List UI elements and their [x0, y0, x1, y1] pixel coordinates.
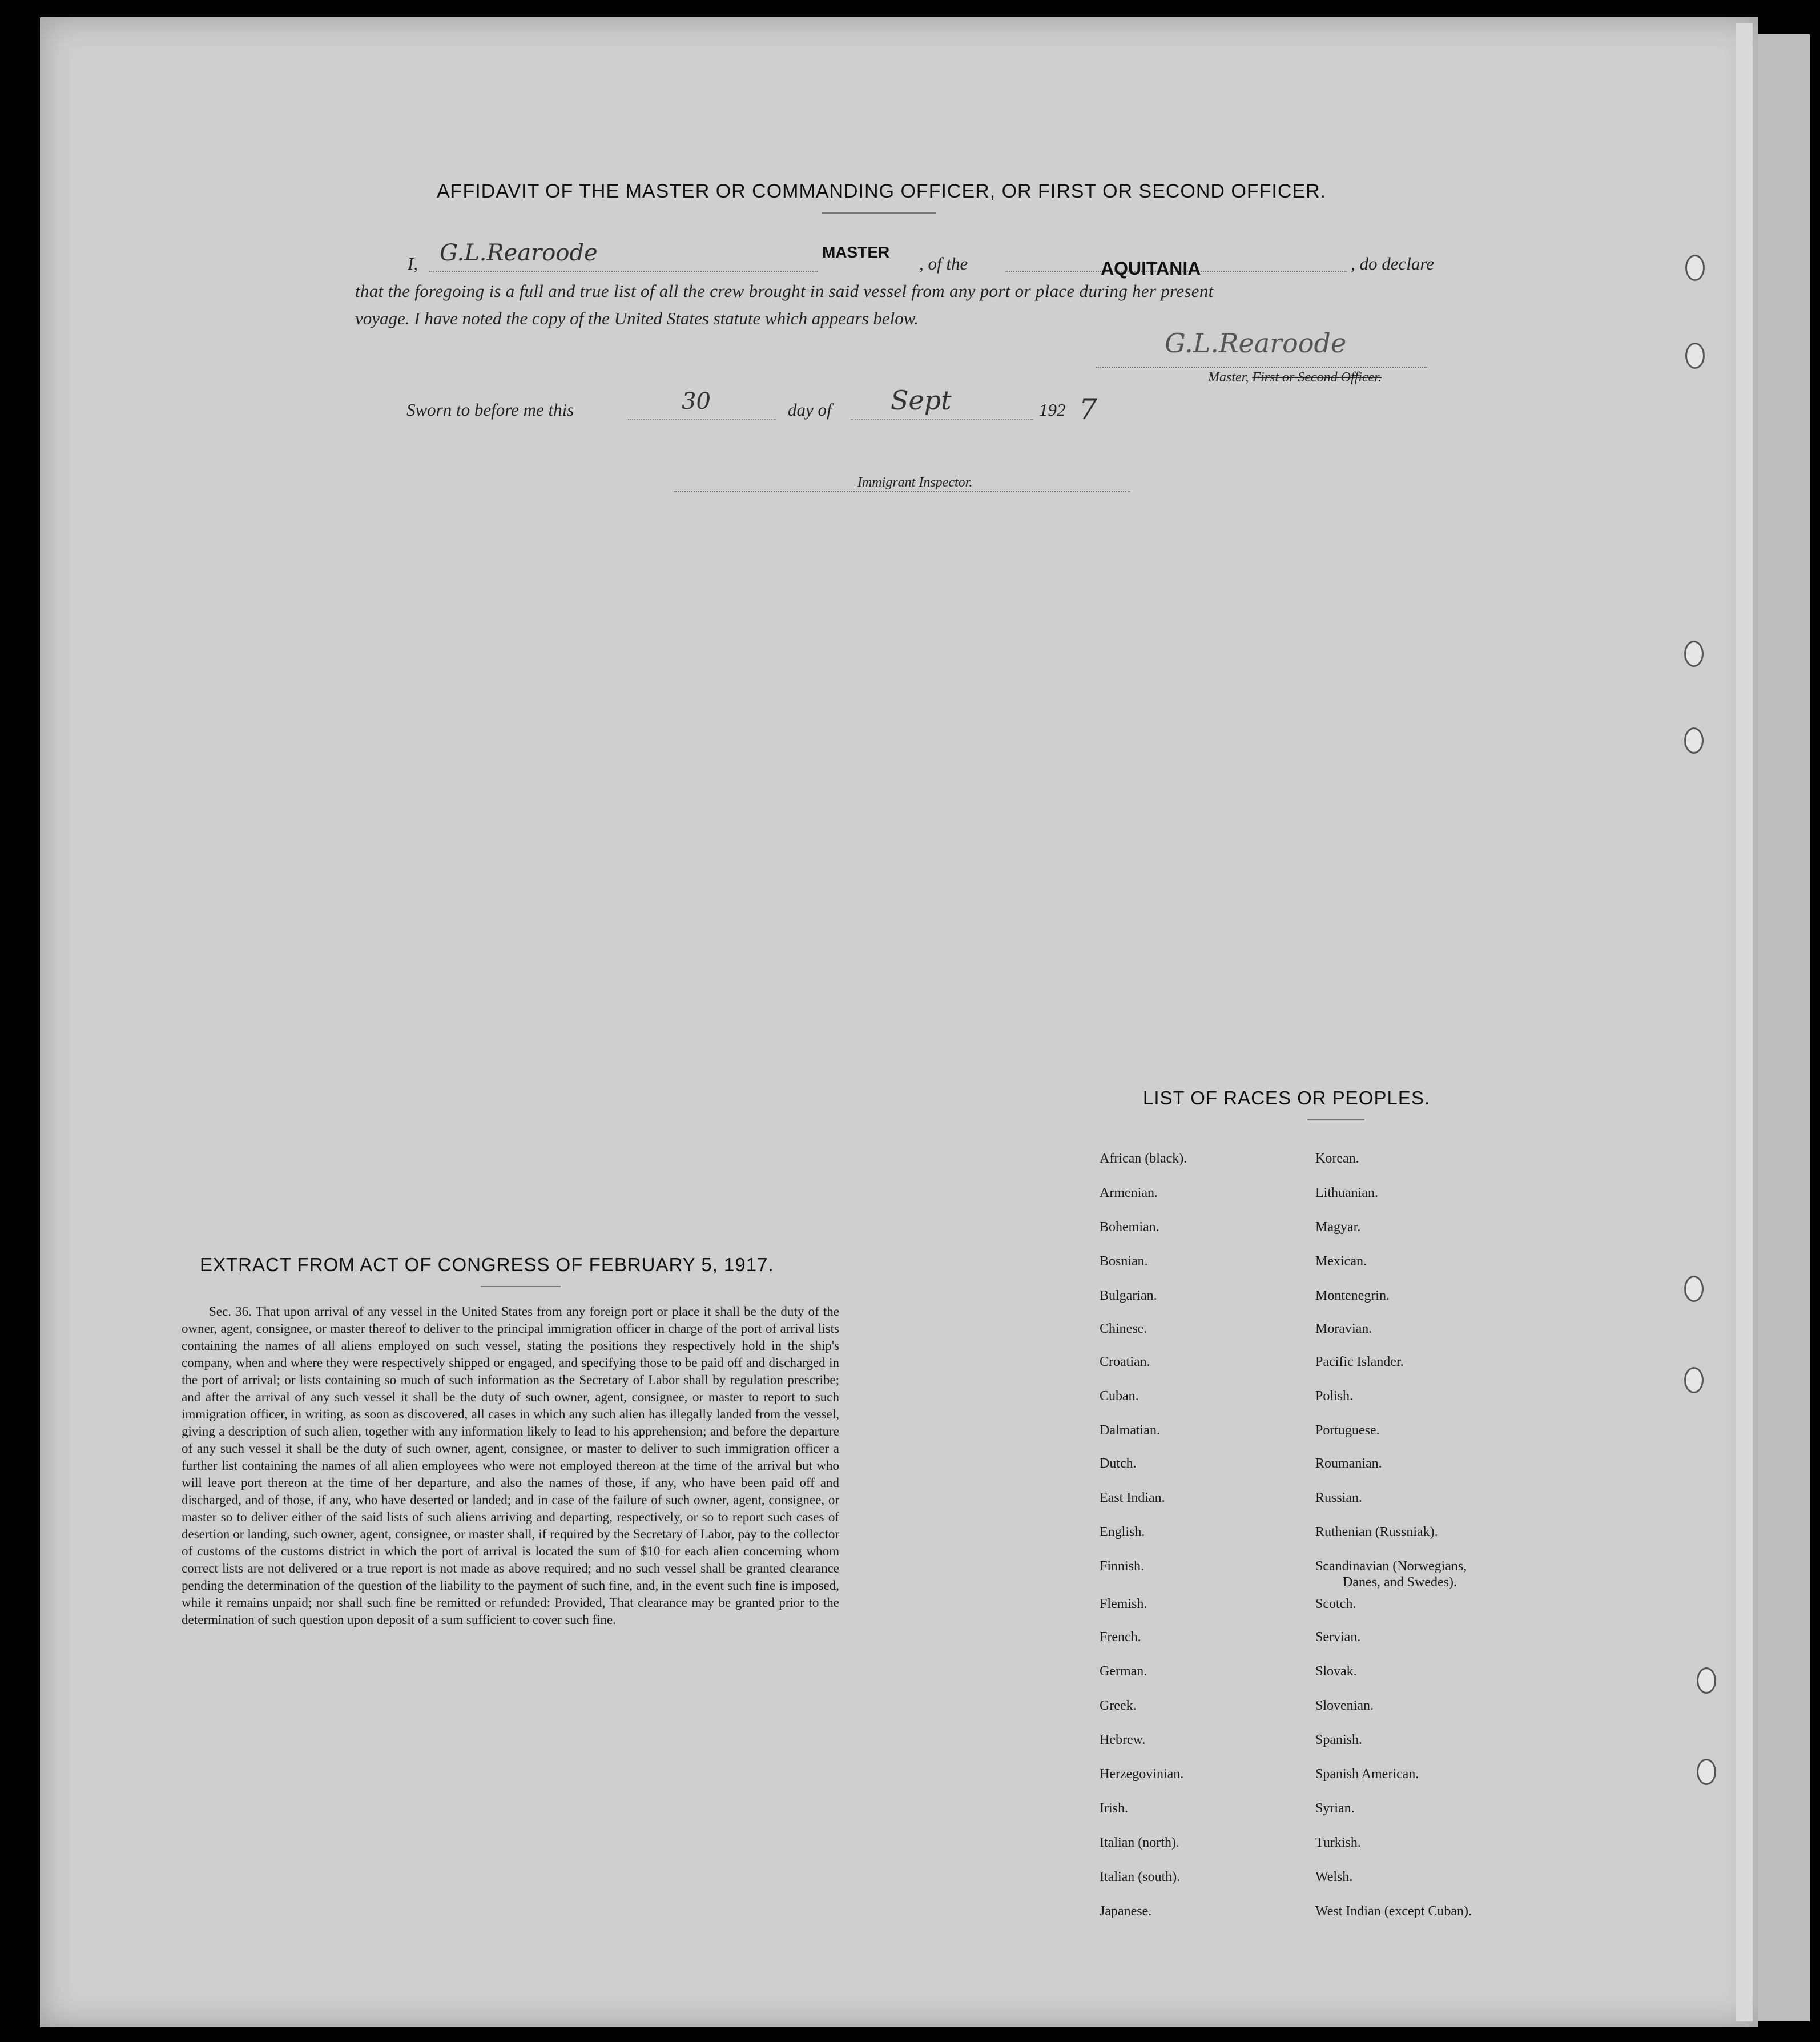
master-signature: G.L.Rearoode [440, 240, 598, 266]
race-left-item: Dalmatian. [1100, 1423, 1160, 1438]
race-left-item: French. [1100, 1630, 1141, 1645]
affidavit-line-2: that the foregoing is a full and true list of all the crew brought in said vessel from any port or place during her present [355, 281, 1214, 301]
race-right-item: Syrian. [1315, 1801, 1355, 1816]
races-title: LIST OF RACES OR PEOPLES. [1143, 1087, 1431, 1108]
race-right-item: Roumanian. [1315, 1456, 1382, 1471]
race-right-item: Magyar. [1315, 1220, 1361, 1235]
race-right-item: Spanish. [1315, 1733, 1363, 1747]
punch-hole [1697, 1667, 1716, 1694]
race-left-item: East Indian. [1100, 1490, 1165, 1505]
race-right-item: Polish. [1315, 1389, 1354, 1404]
sworn-month: Sept [891, 385, 952, 416]
race-right-item: Scotch. [1315, 1597, 1356, 1611]
vessel-name: AQUITANIA [1101, 258, 1201, 279]
race-right-item: Servian. [1315, 1630, 1361, 1645]
race-right-item: Korean. [1315, 1151, 1359, 1166]
sworn-day: 30 [682, 388, 711, 415]
extract-title: EXTRACT FROM ACT OF CONGRESS OF FEBRUARY 5, 1917. [200, 1254, 774, 1275]
signature-caption-master: Master, [1208, 370, 1249, 385]
race-right-item: Portuguese. [1315, 1423, 1380, 1438]
race-left-item: Croatian. [1100, 1354, 1150, 1369]
signature-caption-struck: First or Second Officer. [1252, 370, 1382, 385]
of-the-label: , of the [919, 254, 968, 274]
punch-hole [1684, 1276, 1704, 1302]
underlying-page-edge [1758, 34, 1810, 2021]
master-signature-right: G.L.Rearoode [1165, 328, 1347, 359]
race-left-item: Armenian. [1100, 1185, 1158, 1200]
race-left-item: Irish. [1100, 1801, 1128, 1816]
punch-hole [1684, 727, 1704, 754]
races-title-rule [1307, 1119, 1364, 1120]
race-right-item: Scandinavian (Norwegians, [1315, 1559, 1467, 1574]
race-left-item: Italian (south). [1100, 1870, 1181, 1884]
punch-hole [1684, 1367, 1704, 1393]
year-handwritten: 7 [1079, 393, 1097, 426]
page-edge [1736, 23, 1753, 2021]
race-left-item: Flemish. [1100, 1597, 1147, 1611]
do-declare-label: , do declare [1351, 254, 1435, 274]
race-right-item: Welsh. [1315, 1870, 1353, 1884]
affidavit-i-label: I, [408, 254, 418, 274]
year-printed: 192 [1039, 400, 1066, 420]
race-right-item: Montenegrin. [1315, 1288, 1390, 1303]
race-left-item: Japanese. [1100, 1904, 1152, 1919]
punch-hole [1697, 1759, 1716, 1785]
extract-body: Sec. 36. That upon arrival of any vessel in the United States from any foreign port or place it shall be the duty of the owner, agent, consignee, or master thereof to deliver to the principal immigration officer in charge of the port of arrival lists containing the names of all aliens employed on such vessel, stating the positions they respectively hold in the ship's company, when and where they were respectively shipped or engaged, and specifying those to be paid off and discharged in the port of arrival; or lists containing so much of such information as the Secretary of Labor shall by regulation prescribe; and after the arrival of any such vessel it shall be the duty of such owner, agent, consignee, or master to report to such immigration officer, in writing, as soon as discovered, all cases in which any such alien has illegally landed from the vessel, giving a description of such alien, together with any information likely to lead to his apprehension; and before the departure of any such vessel it shall be the duty of such owner, agent, consignee, or master to deliver to such immigration officer a further list containing the names of all alien employees who were not employed thereon at the time of the arrival but who will leave port thereon at the time of her departure, and also the names of those, if any, who have been paid off and discharged, and of those, if any, who have deserted or landed; and in case of the failure of such owner, agent, consignee, or master so to deliver either of the said lists of such aliens arriving and departing, respectively, or so to report such cases of desertion or landing, such owner, agent, consignee, or master shall, if required by the Secretary of Labor, pay to the collector of customs of the customs district in which the port of arrival is located the sum of $10 for each alien concerning whom correct lists are not delivered or a true report is not made as above required; and no such vessel shall be granted clearance pending the determination of the question of the liability to the payment of such fine, and, in the event such fine is imposed, while it remains unpaid; nor shall such fine be remitted or refunded: Provided, That clearance may be granted prior to the determination of such question upon deposit of a sum sufficient to cover such fine. [182, 1304, 839, 1627]
inspector-caption: Immigrant Inspector. [857, 475, 973, 490]
race-right-item: Spanish American. [1315, 1767, 1419, 1782]
race-left-item: Hebrew. [1100, 1733, 1146, 1747]
race-left-item: Herzegovinian. [1100, 1767, 1184, 1782]
race-left-item: Italian (north). [1100, 1835, 1179, 1850]
day-of-label: day of [788, 400, 832, 420]
race-right-item: Mexican. [1315, 1254, 1367, 1269]
race-right-item: Ruthenian (Russniak). [1315, 1525, 1438, 1539]
race-right-item: Pacific Islander. [1315, 1354, 1404, 1369]
race-left-item: Finnish. [1100, 1559, 1145, 1574]
race-right-item: Lithuanian. [1315, 1185, 1378, 1200]
race-right-item: Slovak. [1315, 1664, 1357, 1679]
race-left-item: Bulgarian. [1100, 1288, 1157, 1303]
punch-hole [1684, 641, 1704, 667]
race-left-item: Bosnian. [1100, 1254, 1148, 1269]
affidavit-title: AFFIDAVIT OF THE MASTER OR COMMANDING OFFICER, OR FIRST OR SECOND OFFICER. [437, 180, 1327, 202]
punch-hole [1685, 343, 1705, 369]
race-right-item: Turkish. [1315, 1835, 1361, 1850]
race-left-item: English. [1100, 1525, 1145, 1539]
race-left-item: Cuban. [1100, 1389, 1139, 1404]
punch-hole [1685, 255, 1705, 281]
race-right-item: Russian. [1315, 1490, 1363, 1505]
race-left-item: Chinese. [1100, 1321, 1147, 1336]
title-rule [822, 212, 936, 214]
affidavit-line-3: voyage. I have noted the copy of the United States statute which appears below. [355, 308, 919, 328]
race-left-item: German. [1100, 1664, 1147, 1679]
sworn-label: Sworn to before me this [406, 400, 574, 420]
extract-title-rule [481, 1286, 561, 1287]
race-left-item: African (black). [1100, 1151, 1187, 1166]
race-right-continuation: Danes, and Swedes). [1343, 1575, 1457, 1590]
race-right-item: Moravian. [1315, 1321, 1372, 1336]
race-right-item: Slovenian. [1315, 1698, 1374, 1713]
race-left-item: Dutch. [1100, 1456, 1137, 1471]
race-right-item: West Indian (except Cuban). [1315, 1904, 1472, 1919]
race-left-item: Greek. [1100, 1698, 1137, 1713]
signature-caption [1208, 370, 1382, 385]
race-left-item: Bohemian. [1100, 1220, 1159, 1235]
rank-field: MASTER [822, 243, 890, 261]
